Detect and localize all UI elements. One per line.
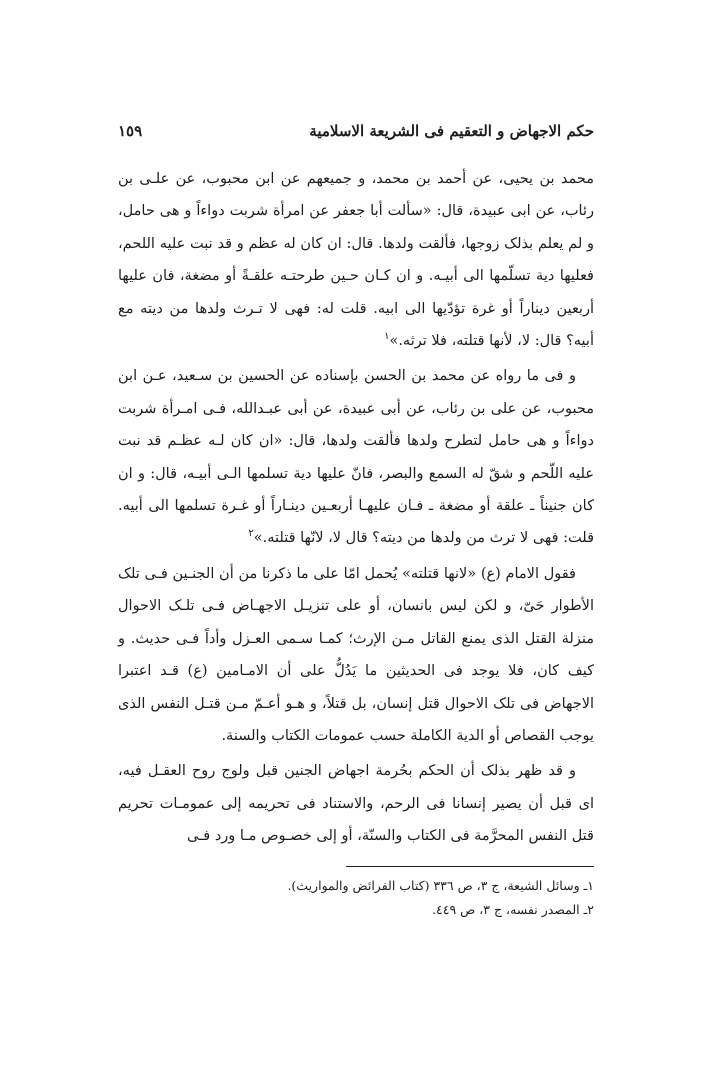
paragraph-1	[118, 163, 594, 357]
paragraph-3	[118, 558, 594, 752]
footnote-1: ١ـ وسائل الشيعة، ج ٣، ص ٣٣٦ (كتاب الفرائض والمواريث).	[287, 878, 594, 893]
footnote-divider	[346, 866, 594, 867]
paragraph-text: و فى ما رواه عن محمد بن الحسن بإسناده عن الحسين بن سـعيد، عـن ابن محبوب، عن على بن رئاب، عن أبى عبيدة، عن أبى عبـدالله، فـى امـرأة شربت دواءاً و هى حامل لتطرح ولدها فألقت ولدها، قال: «ان كان لـه عظـم قد نبت عليه اللّحم و شقّ له السمع والبصر، فانّ عليها دية تسلمها الـى أبيـه، قال: و ان كان جنيناً ـ علقة أو مضغة ـ فـان عليهـا أربعـين دينـاراً أو غـرة تسلمها الى أبيه. قلت: فهى لا ترث من ولدها من ديته؟ قال لا، لانّها قتلته.»	[118, 368, 594, 547]
paragraph-text: و قد ظهر بذلک أن الحكم بحُرمة اجهاض الجنين قبل ولوج روح العقـل فيه، اى قبل أن يصير إنسانا فى الرحم، والاستناد فى تحريمه إلى عمومـات تحريم قتل النفس المحرَّمة فى الكتاب والسنّة، أو إلى خصـوص مـا ورد فـى	[118, 763, 594, 845]
footnote-ref: ٢	[248, 528, 254, 540]
main-text	[118, 163, 594, 853]
page-number: ١٥٩	[118, 122, 143, 140]
footnotes	[287, 874, 594, 922]
footnote-ref: ١	[384, 331, 390, 343]
paragraph-text: فقول الامام (ع) «لانها قتلته» يُحمل امّا على ما ذكرنا من أن الجنـين فـى تلک الأطوار حَىّ، و لكن ليس بانسان، أو على تنزيـل الاجهـاض فـى تلـک الاحوال منزلة القتل الذى يمنع القاتل مـن الإرث؛ كمـا سـمى العـزل وأداً فـى حديث. و كيف كان، فلا يوجد فى الحديثين ما يَدُلُّ على أن الامـامين (ع) قـد اعتبرا الاجهاض فى تلک الاحوال قتل إنسان، بل قتلاً، و هـو أعـمّ مـن قتـل النفس الذى يوجب القصاص أو الدية الكاملة حسب عمومات الكتاب والسنة.	[118, 565, 594, 744]
paragraph-2	[118, 360, 594, 554]
running-title: حكم الاجهاض و التعقيم فى الشريعة الاسلامية	[309, 122, 594, 140]
paragraph-text: محمد بن يحيى، عن أحمد بن محمد، و جميعهم عن ابن محبوب، عن علـى بن رئاب، عن ابى عبيدة، قال: «سألت أبا جعفر عن امرأة شربت دواءاً و هى حامل، و لم يعلم بذلک زوجها، فألقت ولدها. قال: ان كان له عظم و قد نبت عليه اللحم، فعليها دية تسلّمها الى أبيـه. و ان كـان حـين طرحتـه علقـةً أو مضغة، فان عليها أربعين ديناراً أو غرة تؤدّيها الى ابيه. قلت له: فهى لا تـرث ولدها من ديته مع أبيه؟ قال: لا، لأنها قتلته، فلا ترثه.»	[118, 171, 594, 350]
running-header	[118, 116, 594, 146]
paragraph-4	[118, 755, 594, 852]
footnote-2: ٢ـ المصدر نفسه، ج ٣، ص ٤٤٩.	[432, 902, 594, 917]
